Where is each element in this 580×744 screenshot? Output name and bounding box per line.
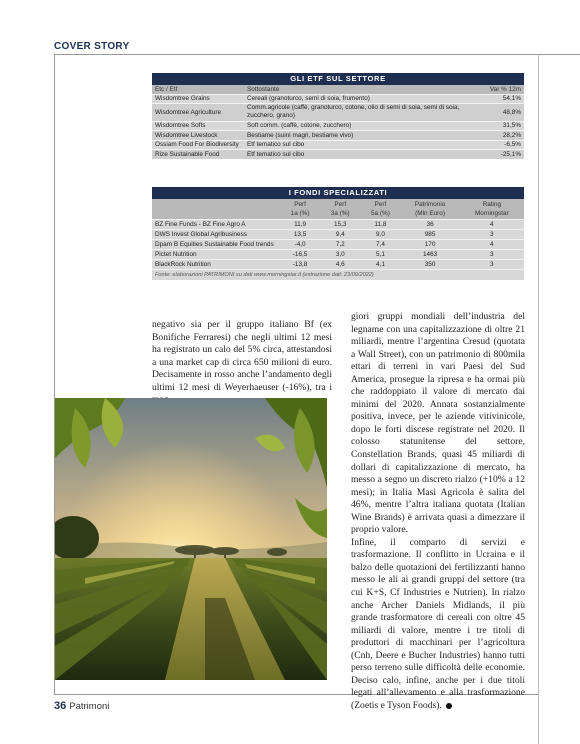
section-label: COVER STORY bbox=[54, 41, 130, 52]
table-row bbox=[152, 229, 524, 239]
fund-perf1-cell: 11,9 bbox=[280, 219, 320, 229]
etf-var-cell: -6,5% bbox=[472, 140, 524, 150]
fund-name-cell: BlackRock Nutrition bbox=[152, 259, 280, 269]
funds-col-aum: Patrimonio (Mln Euro) bbox=[401, 199, 460, 219]
funds-col-name bbox=[152, 199, 280, 219]
funds-col-rating: Rating Morningstar bbox=[460, 199, 524, 219]
fund-perf1-cell: 13,5 bbox=[280, 229, 320, 239]
fund-perf3-cell: 15,3 bbox=[320, 219, 360, 229]
fund-aum-cell: 36 bbox=[401, 219, 460, 229]
table-row bbox=[152, 150, 524, 160]
fund-name-cell: BZ Fine Funds - BZ Fine Agro A bbox=[152, 219, 280, 229]
etf-underlying-cell: Soft comm. (caffè, cotone, zucchero) bbox=[244, 121, 472, 131]
fund-rating-cell: 4 bbox=[460, 239, 524, 249]
article-column-2 bbox=[351, 311, 525, 713]
article-paragraph: negativo sia per il gruppo italiano Bf (ex Bonifiche Ferraresi) che negli ultimi 12 mesi ha registrato un calo del 5% circa, attestandosi a una market cap di circa 650 milioni di euro. Decisamente in rosso anche l’andamento degli ultimi 12 mesi di Weyerhaeuser (-16%), tra i bbox=[152, 319, 332, 393]
fund-rating-cell: 3 bbox=[460, 249, 524, 259]
fund-name-cell: Dpam B Equities Sustainable Food trends bbox=[152, 239, 280, 249]
publication-name: Patrimoni bbox=[69, 701, 110, 712]
etf-var-cell: 31,5% bbox=[472, 121, 524, 131]
fund-aum-cell: 170 bbox=[401, 239, 460, 249]
etf-var-cell: -25,1% bbox=[472, 150, 524, 160]
etf-var-cell: 28,2% bbox=[472, 131, 524, 141]
page-number: 36 bbox=[54, 700, 67, 712]
etf-name-cell: Wisdomtree Grains bbox=[152, 94, 244, 104]
etf-underlying-cell: Etf tematico sul cibo bbox=[244, 150, 472, 160]
etf-name-cell: Wisdomtree Softs bbox=[152, 121, 244, 131]
etf-table-title: GLI ETF SUL SETTORE bbox=[152, 73, 524, 85]
table-row bbox=[152, 94, 524, 104]
fund-perf3-cell: 4,6 bbox=[320, 259, 360, 269]
fund-aum-cell: 350 bbox=[401, 259, 460, 269]
fund-name-cell: DWS Invest Global Agribusiness bbox=[152, 229, 280, 239]
fund-name-cell: Pictet Nutrition bbox=[152, 249, 280, 259]
funds-col-perf3: Perf 3a (%) bbox=[320, 199, 360, 219]
etf-underlying-cell: Cereali (granoturco, semi di soia, frumento) bbox=[244, 94, 472, 104]
etf-name-cell: Wisdomtree Livestock bbox=[152, 131, 244, 141]
etf-name-cell: Rize Sustainable Food bbox=[152, 150, 244, 160]
etf-name-cell: Ossiam Food For Biodiversity bbox=[152, 140, 244, 150]
fund-perf5-cell: 7,4 bbox=[360, 239, 400, 249]
table-row bbox=[152, 249, 524, 259]
table-row bbox=[152, 259, 524, 269]
fund-rating-cell: 3 bbox=[460, 229, 524, 239]
fund-perf1-cell: -13,8 bbox=[280, 259, 320, 269]
fund-rating-cell: 3 bbox=[460, 259, 524, 269]
fund-rating-cell: 4 bbox=[460, 219, 524, 229]
funds-col-perf1: Perf 1a (%) bbox=[280, 199, 320, 219]
table-row bbox=[152, 104, 524, 121]
etf-name-cell: Wisdomtree Agriculture bbox=[152, 104, 244, 121]
article-paragraph-end: Infine, il comparto di servizi e trasformazione. Il conflitto in Ucraina e il balzo delle quotazioni dei fertilizzanti hanno messo le ali ai grandi gruppi del settore (tra cui K+S, Cf Industries e Nutrien). In rialzo anche Archer Daniels Midlands, il più grande trasformatore di cereali con oltre 45 miliardi di valore, mentre i tre titoli di produttori di macchinari per l’agricoltura (Cnh, Deere e Bucher Industries) hanno tutti perso terreno sulle difficoltà delle economie. Deciso calo, infine, anche per i due titoli legati all’allevamento e alla trasformazione (Zoetis e Tyson Foods). bbox=[351, 536, 525, 711]
fund-perf1-cell: -4,0 bbox=[280, 239, 320, 249]
page-folio bbox=[54, 700, 109, 712]
etf-col-underlying: Sottostante bbox=[244, 85, 472, 94]
fund-perf1-cell: -16,5 bbox=[280, 249, 320, 259]
fund-perf3-cell: 3,0 bbox=[320, 249, 360, 259]
top-rule bbox=[54, 54, 580, 55]
etf-var-cell: 48,8% bbox=[472, 104, 524, 121]
fund-perf5-cell: 9,0 bbox=[360, 229, 400, 239]
funds-table-source-note: Fonte: elaborazioni PATRIMONI su dati www.morningstar.it (estrazione dati: 23/09/2022) bbox=[152, 269, 524, 280]
table-row bbox=[152, 131, 524, 141]
end-mark-icon bbox=[446, 703, 452, 709]
table-row bbox=[152, 219, 524, 229]
fund-perf5-cell: 11,8 bbox=[360, 219, 400, 229]
fund-aum-cell: 1463 bbox=[401, 249, 460, 259]
etf-var-cell: 54,1% bbox=[472, 94, 524, 104]
table-row bbox=[152, 121, 524, 131]
article-column-1 bbox=[152, 319, 332, 407]
etf-col-name: Etc / Etf bbox=[152, 85, 244, 94]
right-margin-rule bbox=[538, 54, 539, 744]
funds-table-header-row bbox=[152, 199, 524, 219]
etf-underlying-cell: Comm.agricole (caffè, granoturco, cotone, olio di semi di soia, semi di soia, zucchero, grano) bbox=[244, 104, 472, 121]
funds-table bbox=[152, 187, 524, 280]
fund-perf3-cell: 7,2 bbox=[320, 239, 360, 249]
etf-underlying-cell: Bestiame (suini magri, bestiame vivo) bbox=[244, 131, 472, 141]
table-row bbox=[152, 140, 524, 150]
table-row bbox=[152, 239, 524, 249]
etf-col-var: Var % 12m bbox=[472, 85, 524, 94]
etf-table-header-row bbox=[152, 85, 524, 94]
fund-aum-cell: 985 bbox=[401, 229, 460, 239]
fund-perf5-cell: 4,1 bbox=[360, 259, 400, 269]
funds-col-perf5: Perf 5a (%) bbox=[360, 199, 400, 219]
vineyard-photo bbox=[55, 398, 327, 680]
fund-perf3-cell: 9,4 bbox=[320, 229, 360, 239]
etf-table bbox=[152, 73, 524, 159]
etf-underlying-cell: Etf tematico sul cibo bbox=[244, 140, 472, 150]
fund-perf5-cell: 5,1 bbox=[360, 249, 400, 259]
funds-table-title: I FONDI SPECIALIZZATI bbox=[152, 187, 524, 199]
article-paragraph: giori gruppi mondiali dell’industria del legname con una capitalizzazione di oltre 21 miliardi, mentre l’argentina Cresud (quotata a Wall Street), con un patrimonio di 800mila ettari di terreni in vari Paesi del Sud America, prosegue la ripresa e ha ormai più che raddoppiato il valore di mercato dai minimi del 2020. Annata sostanzialmente positiva, invece, per le aziende vitivinicole, dopo le forti discese registrate nel 2020. Il colosso statunitense del settore, Constellation Brands, quasi 45 miliardi di dollari di capitalizzazione di mercato, ha messo a segno un discreto rialzo (+10% a 12 mesi); in Italia Masi Agricola è salita del 46%, mentre l’altra italiana quotata (Italian Wine Brands) è arrivata quasi a dimezzare il proprio valore. bbox=[351, 311, 525, 536]
